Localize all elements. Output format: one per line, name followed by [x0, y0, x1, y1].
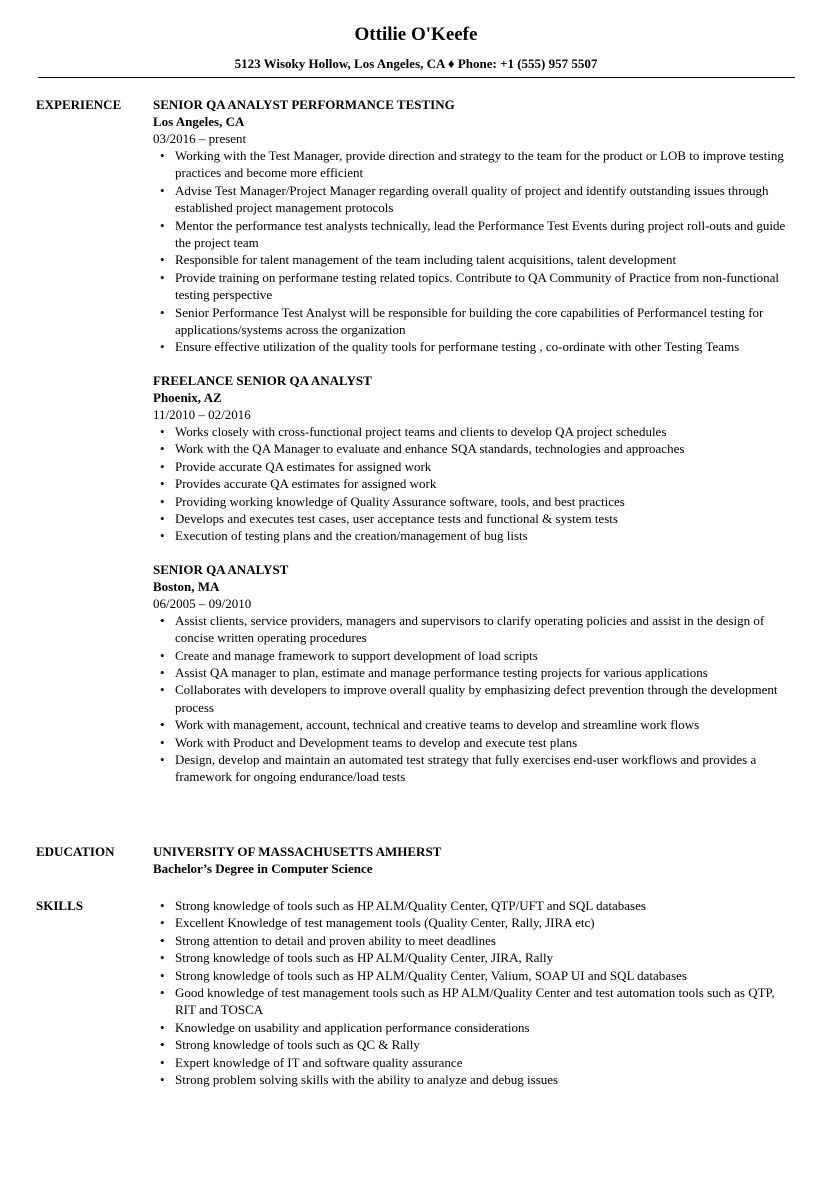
bullet-item: • Provide accurate QA estimates for assigned work [175, 458, 795, 475]
job-entry [153, 372, 795, 545]
school-name: UNIVERSITY OF MASSACHUSETTS AMHERST [153, 844, 442, 859]
bullet-item: • Providing working knowledge of Quality Assurance software, tools, and best practices [175, 493, 795, 510]
job-bullets [153, 147, 795, 356]
job-dates: 03/2016 – present [153, 131, 247, 146]
experience-list [153, 96, 795, 802]
job-title: SENIOR QA ANALYST PERFORMANCE TESTING [153, 97, 455, 112]
skill-item: • Knowledge on usability and application performance considerations [175, 1019, 795, 1036]
bullet-item: • Work with the QA Manager to evaluate and enhance SQA standards, technologies and approaches [175, 440, 795, 457]
contact-line: 5123 Wisoky Hollow, Los Angeles, CA ♦ Phone: +1 (555) 957 5507 [234, 56, 598, 71]
job-bullets [153, 612, 795, 786]
job-location: Boston, MA [153, 578, 220, 594]
section-label-education: EDUCATION [36, 844, 115, 859]
skill-item: • Expert knowledge of IT and software quality assurance [175, 1054, 795, 1071]
bullet-item: • Ensure effective utilization of the quality tools for performane testing , co-ordinate with other Testing Teams [175, 338, 795, 355]
skill-item: • Excellent Knowledge of test management tools (Quality Center, Rally, JIRA etc) [175, 914, 795, 931]
bullet-item: • Develops and executes test cases, user acceptance tests and functional & system tests [175, 510, 795, 527]
job-entry [153, 96, 795, 356]
bullet-item: • Provide training on performane testing related topics. Contribute to QA Community of Practice from non-functional testing perspective [175, 269, 795, 304]
education-entry [153, 843, 795, 877]
section-label-experience: EXPERIENCE [36, 97, 122, 112]
job-title: SENIOR QA ANALYST [153, 561, 289, 577]
bullet-item: • Work with management, account, technical and creative teams to develop and streamline work flows [175, 716, 795, 733]
candidate-name: Ottilie O'Keefe [354, 24, 478, 45]
bullet-item: • Design, develop and maintain an automated test strategy that fully exercises end-user workflows and provides a framework for ongoing endurance/load tests [175, 751, 795, 786]
bullet-item: • Provides accurate QA estimates for assigned work [175, 475, 795, 492]
skill-item: • Good knowledge of test management tools such as HP ALM/Quality Center and test automation tools such as QTP, RIT and TOSCA [175, 984, 795, 1019]
section-label-skills: SKILLS [36, 898, 83, 913]
job-dates: 06/2005 – 09/2010 [153, 595, 252, 611]
bullet-item: • Assist QA manager to plan, estimate and manage performance testing projects for various applications [175, 664, 795, 681]
skills-list [153, 897, 795, 1088]
skill-item: • Strong knowledge of tools such as QC & Rally [175, 1036, 795, 1053]
bullet-item: • Collaborates with developers to improve overall quality by emphasizing defect prevention through the development process [175, 681, 795, 716]
job-entry [153, 561, 795, 786]
job-bullets [153, 423, 795, 545]
bullet-item: • Execution of testing plans and the creation/management of bug lists [175, 527, 795, 544]
bullet-item: • Assist clients, service providers, managers and supervisors to clarify operating policies and assist in the design of concise written operating procedures [175, 612, 795, 647]
job-dates: 11/2010 – 02/2016 [153, 406, 251, 422]
bullet-item: • Works closely with cross-functional project teams and clients to develop QA project schedules [175, 423, 795, 440]
skill-item: • Strong knowledge of tools such as HP ALM/Quality Center, Valium, SOAP UI and SQL databases [175, 967, 795, 984]
job-location: Los Angeles, CA [153, 114, 245, 129]
bullet-item: • Senior Performance Test Analyst will be responsible for building the core capabilities of Performancel testing for applications/systems across the organization [175, 304, 795, 339]
job-location: Phoenix, AZ [153, 389, 222, 405]
header-divider [38, 77, 795, 78]
bullet-item: • Working with the Test Manager, provide direction and strategy to the team for the product or LOB to improve testing practices and become more efficient [175, 147, 795, 182]
skill-item: • Strong knowledge of tools such as HP ALM/Quality Center, JIRA, Rally [175, 949, 795, 966]
skill-item: • Strong problem solving skills with the ability to analyze and debug issues [175, 1071, 795, 1088]
bullet-item: • Create and manage framework to support development of load scripts [175, 647, 795, 664]
degree: Bachelor’s Degree in Computer Science [153, 861, 373, 876]
bullet-item: • Work with Product and Development teams to develop and execute test plans [175, 734, 795, 751]
job-title: FREELANCE SENIOR QA ANALYST [153, 372, 372, 388]
skills-bullets [153, 897, 795, 1088]
bullet-item: • Mentor the performance test analysts technically, lead the Performance Test Events during project roll-outs and guide the project team [175, 217, 795, 252]
bullet-item: • Responsible for talent management of the team including talent acquisitions, talent development [175, 251, 795, 268]
bullet-item: • Advise Test Manager/Project Manager regarding overall quality of project and identify outstanding issues through established project management protocols [175, 182, 795, 217]
skill-item: • Strong knowledge of tools such as HP ALM/Quality Center, QTP/UFT and SQL databases [175, 897, 795, 914]
skill-item: • Strong attention to detail and proven ability to meet deadlines [175, 932, 795, 949]
